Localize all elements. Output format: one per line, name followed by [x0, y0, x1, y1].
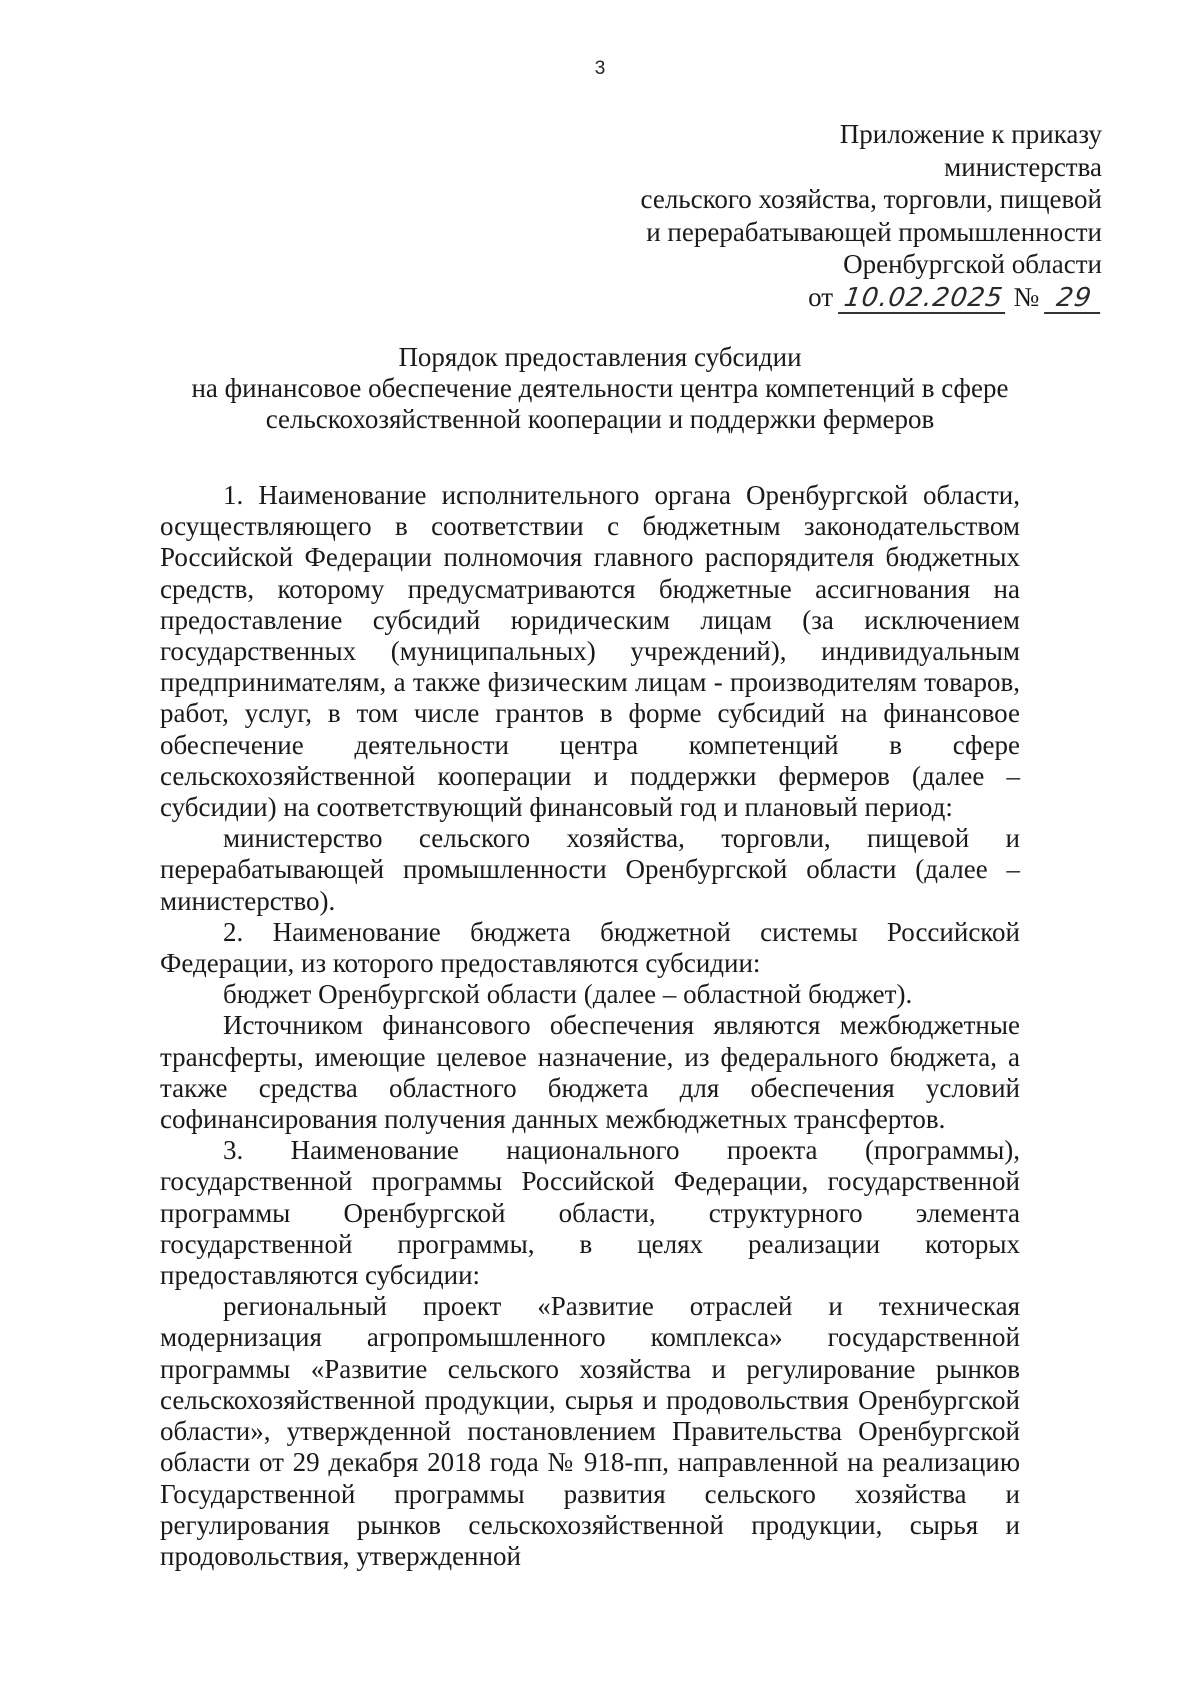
title-line: сельскохозяйственной кооперации и поддержки фермеров: [265, 404, 935, 434]
document-title: [150, 342, 1050, 435]
appendix-line: Приложение к приказу: [839, 119, 1102, 149]
title-line: на финансовое обеспечение деятельности центра компетенций в сфере: [191, 373, 1009, 403]
paragraph-4: бюджет Оренбургской области (далее – областной бюджет).: [223, 979, 913, 1010]
paragraph-2: министерство сельского хозяйства, торговли, пищевой и перерабатывающей промышленности Оренбургской области (далее – министерство).: [160, 823, 1020, 916]
date-prefix: от: [808, 281, 834, 312]
number-prefix: №: [1013, 281, 1040, 312]
paragraph-6: 3. Наименование национального проекта (программы), государственной программы Российской Федерации, государственной программы Оренбургской области, структурного элемента государственной программы, в целях реализации которых предоставляются субсидии:: [160, 1135, 1020, 1291]
appendix-line: и перерабатывающей промышленности: [646, 216, 1102, 247]
title-line: Порядок предоставления субсидии: [398, 342, 802, 372]
handwritten-date: 10.02.2025: [838, 285, 1009, 314]
appendix-line: сельского хозяйства, торговли, пищевой: [640, 184, 1102, 214]
handwritten-order-number: 29: [1044, 285, 1104, 314]
page-number: 3: [594, 58, 606, 79]
appendix-header: [582, 118, 1102, 314]
paragraph-7: региональный проект «Развитие отраслей и техническая модернизация агропромышленного комплекса» государственной программы «Развитие сельского хозяйства и регулирование рынков сельскохозяйственной продукции, сырья и продовольствия Оренбургской области», утвержденной постановлением Правительства Оренбургской области от 29 декабря 2018 года № 918-пп, направленной на реализацию Государственной программы развития сельского хозяйства и регулирования рынков сельскохозяйственной продукции, сырья и продовольствия, утвержденной: [160, 1291, 1020, 1571]
paragraph-1: 1. Наименование исполнительного органа Оренбургской области, осуществляющего в соответствии с бюджетным законодательством Российской Федерации полномочия главного распорядителя бюджетных средств, которому предусматриваются бюджетные ассигнования на предоставление субсидий юридическим лицам (за исключением государственных (муниципальных) учреждений), индивидуальным предпринимателям, а также физическим лицам - производителям товаров, работ, услуг, в том числе грантов в форме субсидий на финансовое обеспечение деятельности центра компетенций в сфере сельскохозяйственной кооперации и поддержки фермеров (далее – субсидии) на соответствующий финансовый год и плановый период:: [160, 480, 1020, 823]
appendix-line: Оренбургской области: [843, 249, 1102, 279]
order-date-number-line: [582, 281, 1102, 314]
document-body: [160, 480, 1020, 1572]
paragraph-5: Источником финансового обеспечения являются межбюджетные трансферты, имеющие целевое назначение, из федерального бюджета, а также средства областного бюджета для обеспечения условий софинансирования получения данных межбюджетных трансфертов.: [160, 1010, 1020, 1135]
appendix-line: министерства: [944, 151, 1102, 182]
paragraph-3: 2. Наименование бюджета бюджетной системы Российской Федерации, из которого предоставляются субсидии:: [160, 916, 1020, 979]
